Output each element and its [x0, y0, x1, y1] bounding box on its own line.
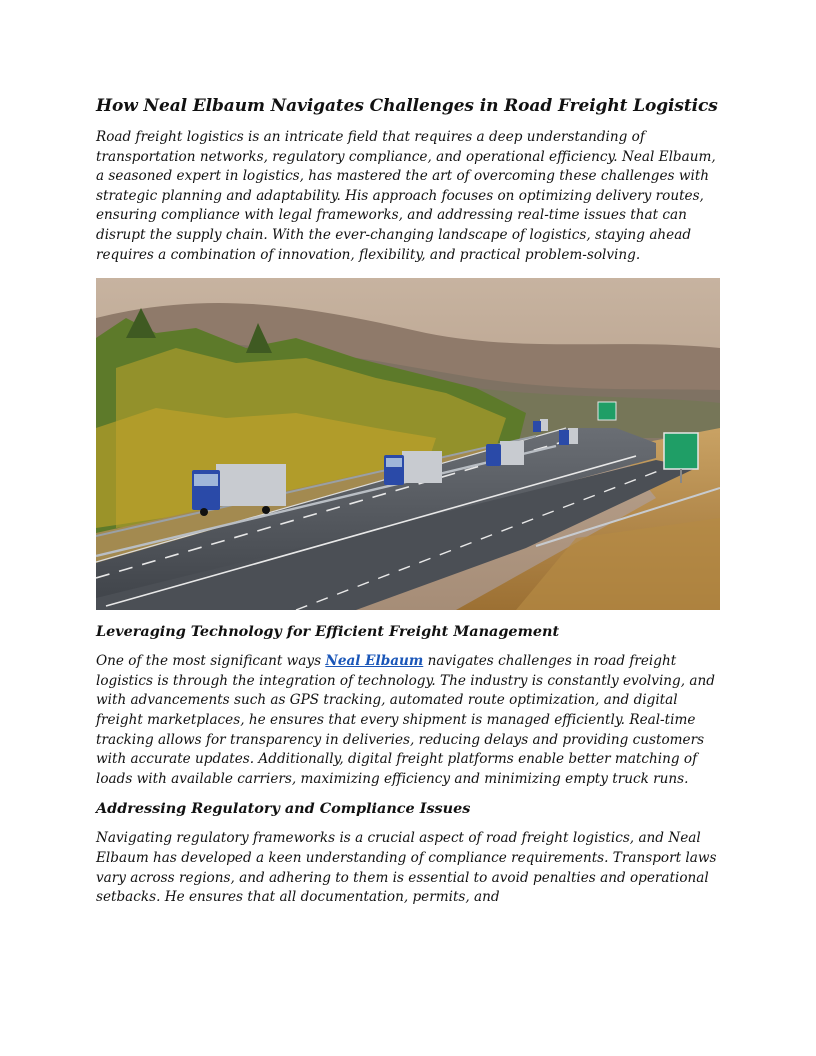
- truck-4: [559, 428, 578, 445]
- truck-3: [486, 441, 524, 466]
- section-paragraph-technology: [96, 652, 720, 789]
- section-paragraph-compliance: Navigating regulatory frameworks is a crucial aspect of road freight logistics, and Neal Elbaum has developed a keen understanding of compliance requirements. Transport laws vary across regions, and adhering to them is essential to avoid penalties and operational setbacks. He ensures that all documentation, permits, and: [96, 830, 717, 906]
- truck-2: [384, 451, 442, 485]
- document-title: How Neal Elbaum Navigates Challenges in Road Freight Logistics: [96, 96, 718, 116]
- paragraph-text-end: navigates challenges in road freight logistics is through the integration of technology. The industry is constantly evolving, and with advancements such as GPS tracking, automated route optimization, and digital freight marketplaces, he ensures that every shipment is managed efficiently. Real-time tracking allows for transparency in deliveries, reducing delays and providing customers with accurate updates. Additionally, digital freight platforms enable better matching of loads with available carriers, maximizing efficiency and minimizing empty truck runs.: [96, 653, 715, 787]
- section-heading-compliance: Addressing Regulatory and Compliance Issues: [96, 800, 471, 818]
- section-heading-technology: Leveraging Technology for Efficient Freight Management: [96, 623, 560, 641]
- neal-elbaum-link[interactable]: Neal Elbaum: [325, 653, 424, 670]
- highway-trucks-photo: [96, 278, 720, 610]
- intro-paragraph: Road freight logistics is an intricate field that requires a deep understanding of transportation networks, regulatory compliance, and operational efficiency. Neal Elbaum, a seasoned expert in logistics, has mastered the art of overcoming these challenges with strategic planning and adaptability. His approach focuses on optimizing delivery routes, ensuring compliance with legal frameworks, and addressing real-time issues that can disrupt the supply chain. With the ever-changing landscape of logistics, staying ahead requires a combination of innovation, flexibility, and practical problem-solving.: [96, 129, 716, 263]
- document-page: [96, 94, 720, 908]
- paragraph-text-start: One of the most significant ways: [96, 653, 326, 670]
